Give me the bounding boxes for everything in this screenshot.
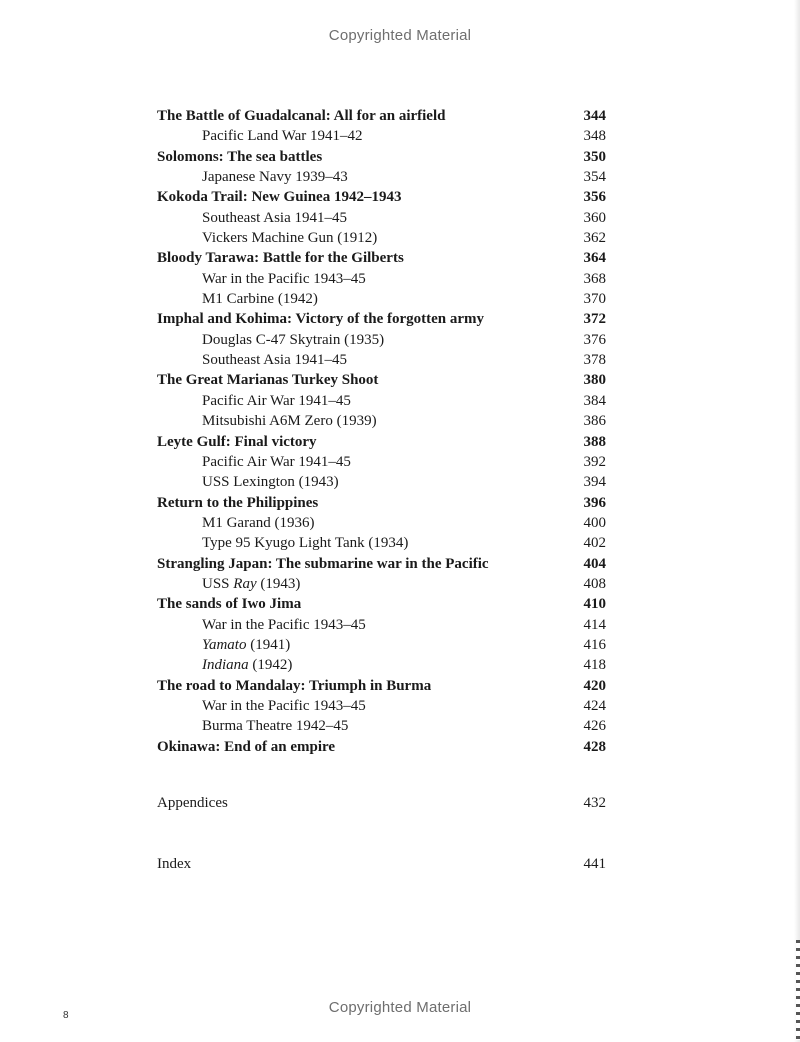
toc-chapter-entry[interactable] xyxy=(157,248,606,268)
toc-subentry[interactable] xyxy=(157,269,606,289)
toc-entry-page: 428 xyxy=(583,738,606,755)
toc-entry-page: 410 xyxy=(583,596,606,613)
toc-subentry[interactable] xyxy=(157,655,606,675)
toc-entry-title: Appendices xyxy=(157,795,228,811)
toc-entry-appendices[interactable] xyxy=(157,793,606,813)
toc-entry-page: 414 xyxy=(583,616,606,633)
toc-entry-page: 394 xyxy=(583,474,606,491)
toc-chapter-entry[interactable] xyxy=(157,147,606,167)
toc-entry-page: 378 xyxy=(583,352,606,369)
toc-entry-page: 402 xyxy=(583,535,606,552)
toc-entry-page: 426 xyxy=(583,718,606,735)
toc-subentry[interactable] xyxy=(157,696,606,716)
toc-entry-title: Mitsubishi A6M Zero (1939) xyxy=(202,413,377,430)
toc-subentry[interactable] xyxy=(157,350,606,370)
toc-entry-page: 384 xyxy=(583,392,606,409)
toc-entry-title xyxy=(202,635,290,655)
toc-entry-page: 386 xyxy=(583,413,606,430)
toc-entry-title: The sands of Iwo Jima xyxy=(157,596,302,613)
toc-entry-title: Southeast Asia 1941–45 xyxy=(202,209,347,226)
toc-entry-page: 418 xyxy=(583,657,606,674)
toc-chapter-entry[interactable] xyxy=(157,737,606,757)
toc-entry-title: The road to Mandalay: Triumph in Burma xyxy=(157,677,432,694)
toc-entry-title: Burma Theatre 1942–45 xyxy=(202,718,349,735)
table-of-contents xyxy=(157,106,606,757)
toc-entry-title-suffix: (1942) xyxy=(248,657,293,674)
toc-entry-title-suffix: (1943) xyxy=(256,575,301,592)
toc-entry-title: War in the Pacific 1943–45 xyxy=(202,270,366,287)
page-edge-shadow xyxy=(794,0,800,1042)
toc-entry-page: 354 xyxy=(583,169,606,186)
toc-chapter-entry[interactable] xyxy=(157,594,606,614)
toc-entry-title: Solomons: The sea battles xyxy=(157,148,323,165)
toc-entry-title: Douglas C-47 Skytrain (1935) xyxy=(202,331,385,348)
toc-subentry[interactable] xyxy=(157,716,606,736)
toc-chapter-entry[interactable] xyxy=(157,106,606,126)
toc-entry-page: 360 xyxy=(583,209,606,226)
toc-entry-title: Vickers Machine Gun (1912) xyxy=(202,230,378,247)
toc-subentry[interactable] xyxy=(157,635,606,655)
toc-subentry[interactable] xyxy=(157,574,606,594)
toc-entry-page: 356 xyxy=(583,189,606,206)
toc-entry-page: 424 xyxy=(583,697,606,714)
toc-entry-title: USS Lexington (1943) xyxy=(202,474,339,491)
toc-entry-page: 376 xyxy=(583,331,606,348)
toc-entry-page: 404 xyxy=(583,555,606,572)
toc-subentry[interactable] xyxy=(157,533,606,553)
toc-entry-page: 400 xyxy=(583,514,606,531)
toc-entry-page: 350 xyxy=(583,148,606,165)
toc-subentry[interactable] xyxy=(157,411,606,431)
toc-entry-page: 408 xyxy=(583,575,606,592)
toc-entry-title-italic: Indiana xyxy=(202,657,249,674)
toc-entry-page: 441 xyxy=(583,856,606,872)
toc-entry-title: Pacific Air War 1941–45 xyxy=(202,392,351,409)
page-number: 8 xyxy=(63,1010,69,1021)
toc-entry-title: Type 95 Kyugo Light Tank (1934) xyxy=(202,535,409,552)
toc-entry-page: 380 xyxy=(583,372,606,389)
toc-entry-index[interactable] xyxy=(157,854,606,874)
toc-subentry[interactable] xyxy=(157,289,606,309)
copyright-watermark-bottom: Copyrighted Material xyxy=(328,999,472,1016)
toc-entry-title: Leyte Gulf: Final victory xyxy=(157,433,317,450)
toc-entry-title xyxy=(202,574,300,594)
toc-entry-title: Japanese Navy 1939–43 xyxy=(202,169,348,186)
toc-entry-page: 370 xyxy=(583,291,606,308)
toc-entry-title: War in the Pacific 1943–45 xyxy=(202,697,366,714)
toc-subentry[interactable] xyxy=(157,513,606,533)
toc-entry-page: 368 xyxy=(583,270,606,287)
toc-chapter-entry[interactable] xyxy=(157,187,606,207)
toc-entry-page: 348 xyxy=(583,128,606,145)
toc-entry-title: Okinawa: End of an empire xyxy=(157,738,336,755)
scan-edge-marks xyxy=(796,940,800,1040)
toc-entry-title: The Great Marianas Turkey Shoot xyxy=(157,372,379,389)
toc-entry-title: Bloody Tarawa: Battle for the Gilberts xyxy=(157,250,404,267)
toc-chapter-entry[interactable] xyxy=(157,370,606,390)
toc-chapter-entry[interactable] xyxy=(157,493,606,513)
toc-chapter-entry[interactable] xyxy=(157,676,606,696)
toc-chapter-entry[interactable] xyxy=(157,554,606,574)
toc-entry-title-italic: Ray xyxy=(233,575,257,592)
toc-entry-title: M1 Garand (1936) xyxy=(202,514,315,531)
toc-entry-page: 392 xyxy=(583,453,606,470)
toc-entry-title xyxy=(202,655,292,675)
toc-subentry[interactable] xyxy=(157,391,606,411)
toc-chapter-entry[interactable] xyxy=(157,309,606,329)
toc-subentry[interactable] xyxy=(157,330,606,350)
toc-entry-page: 432 xyxy=(583,795,606,811)
toc-chapter-entry[interactable] xyxy=(157,432,606,452)
toc-entry-page: 364 xyxy=(583,250,606,267)
toc-entry-title: Pacific Land War 1941–42 xyxy=(202,128,363,145)
toc-entry-title-prefix: USS xyxy=(202,575,234,592)
toc-entry-title: War in the Pacific 1943–45 xyxy=(202,616,366,633)
toc-subentry[interactable] xyxy=(157,126,606,146)
toc-subentry[interactable] xyxy=(157,615,606,635)
toc-entry-title: The Battle of Guadalcanal: All for an airfield xyxy=(157,108,446,124)
toc-entry-title-italic: Yamato xyxy=(202,636,247,653)
toc-subentry[interactable] xyxy=(157,228,606,248)
toc-entry-title-suffix: (1941) xyxy=(246,636,291,653)
toc-entry-page: 396 xyxy=(583,494,606,511)
toc-entry-title: Return to the Philippines xyxy=(157,494,319,511)
toc-entry-page: 388 xyxy=(583,433,606,450)
toc-entry-title: Strangling Japan: The submarine war in the Pacific xyxy=(157,555,489,572)
toc-entry-title: Pacific Air War 1941–45 xyxy=(202,453,351,470)
toc-entry-title: Southeast Asia 1941–45 xyxy=(202,352,347,369)
toc-entry-title: Kokoda Trail: New Guinea 1942–1943 xyxy=(157,189,402,206)
toc-entry-page: 372 xyxy=(583,311,606,328)
toc-entry-page: 362 xyxy=(583,230,606,247)
toc-entry-page: 420 xyxy=(583,677,606,694)
toc-entry-title: M1 Carbine (1942) xyxy=(202,291,318,308)
copyright-watermark-top: Copyrighted Material xyxy=(328,27,472,44)
toc-entry-page: 344 xyxy=(583,108,606,124)
toc-entry-page: 416 xyxy=(583,636,606,653)
toc-subentry[interactable] xyxy=(157,472,606,492)
toc-subentry[interactable] xyxy=(157,452,606,472)
toc-entry-title: Index xyxy=(157,856,192,872)
toc-subentry[interactable] xyxy=(157,167,606,187)
toc-subentry[interactable] xyxy=(157,208,606,228)
toc-entry-title: Imphal and Kohima: Victory of the forgotten army xyxy=(157,311,485,328)
